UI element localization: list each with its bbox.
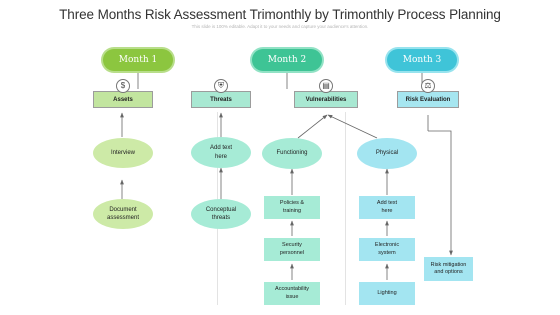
- category-threats-label: Threats: [210, 96, 232, 103]
- node-functioning-label: Functioning: [276, 150, 308, 157]
- node-add-text-here-1: [191, 137, 251, 168]
- node-risk-mitigation-label: Risk mitigation and options: [430, 261, 467, 275]
- node-accountability-issue: [264, 282, 320, 305]
- month-1-pill: [103, 49, 173, 71]
- node-physical-label: Physical: [375, 150, 399, 157]
- category-assets-label: Assets: [113, 96, 133, 103]
- category-vulnerabilities: [294, 91, 358, 108]
- node-add-text-here-2-label: Add text here: [376, 200, 398, 214]
- category-risk-evaluation-label: Risk Evaluation: [405, 96, 451, 103]
- node-interview: [93, 138, 153, 168]
- node-security-personnel: [264, 238, 320, 261]
- node-accountability-issue-label: Accountability issue: [275, 286, 309, 300]
- node-conceptual-threats-label: Conceptual threats: [205, 206, 237, 221]
- month-1-label: Month 1: [118, 55, 158, 65]
- report-icon: ▤: [319, 79, 333, 93]
- node-electronic-system-label: Electronic system: [374, 242, 400, 256]
- shield-icon: ⛨: [214, 79, 228, 93]
- page-title: Three Months Risk Assessment Trimonthly by Trimonthly Process Planning: [59, 7, 501, 22]
- page-subtitle: This slide is 100% editable. Adapt it to your needs and capture your audience's attention.: [191, 24, 369, 29]
- scale-icon: ⚖: [421, 79, 435, 93]
- category-risk-evaluation: [397, 91, 459, 108]
- node-document-assessment: [93, 199, 153, 229]
- node-functioning: [262, 138, 322, 169]
- category-vulnerabilities-label: Vulnerabilities: [305, 96, 347, 103]
- money-bag-icon: $: [116, 79, 130, 93]
- category-threats: [191, 91, 251, 108]
- node-lighting-label: Lighting: [377, 289, 397, 296]
- node-policies-training-label: Policies & training: [279, 200, 305, 214]
- node-electronic-system: [359, 238, 415, 261]
- month-2-label: Month 2: [267, 55, 307, 65]
- node-add-text-here-2: [359, 196, 415, 219]
- month-3-pill: [387, 49, 457, 71]
- node-conceptual-threats: [191, 199, 251, 229]
- node-document-assessment-label: Document assessment: [106, 206, 139, 221]
- node-physical: [357, 138, 417, 169]
- category-assets: [93, 91, 153, 108]
- node-lighting: [359, 282, 415, 305]
- node-interview-label: Interview: [110, 149, 135, 156]
- month-2-pill: [252, 49, 322, 71]
- arrow-riskeval-to-riskmitigation: [428, 131, 451, 255]
- arrow-functioning-to-vulnerabilities: [298, 115, 327, 138]
- month-3-label: Month 3: [402, 55, 442, 65]
- node-policies-training: [264, 196, 320, 219]
- arrow-physical-to-vulnerabilities: [328, 115, 377, 138]
- node-add-text-here-1-label: Add text here: [209, 145, 232, 160]
- node-security-personnel-label: Security personnel: [279, 242, 305, 256]
- node-risk-mitigation: [424, 257, 473, 281]
